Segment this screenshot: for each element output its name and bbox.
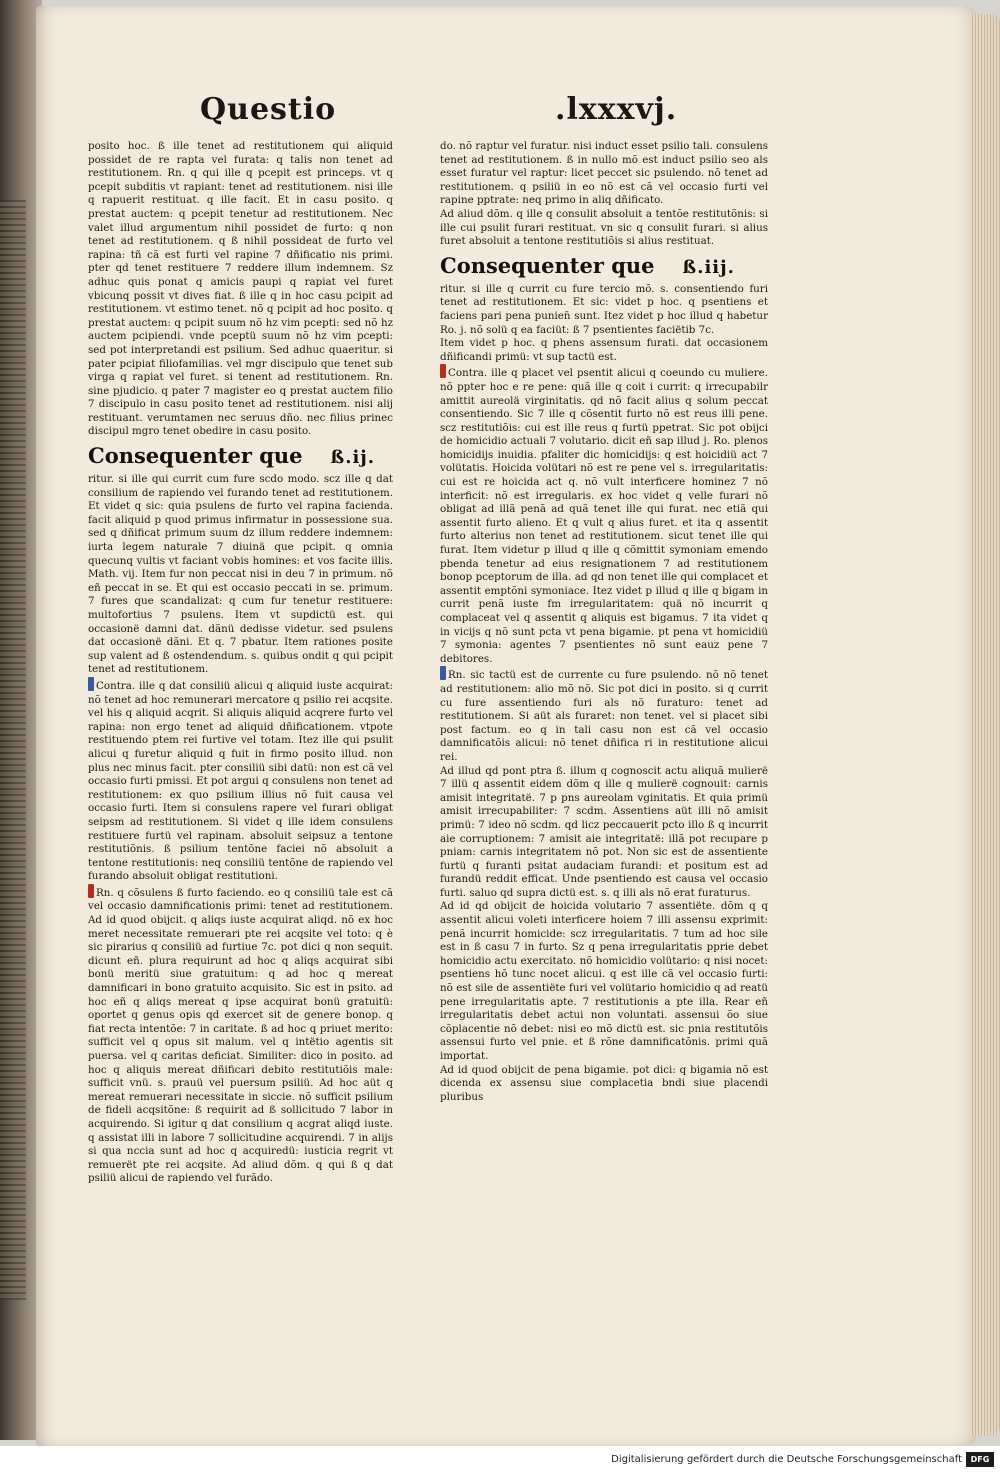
body-paragraph: Ad illud qd pont ptra ß. illum q cognoscit actu aliquã mulierë 7 illü q assentit eidem dõm q ille q mulierë cognouit: carnis amisit integritatë. 7 p pns aureolam vginitatis. Et quia primü amisit irrecupabiliter: 7 scdm. Assentiens aüt illi nõ amisit primü: 7 ideo nõ scdm. qd licz peccauerit pcto illo ß q incurrit aie corruptionem: 7 amisit aie integritatë: illã pot recupare p pniam: carnis integritatem nõ pot. Non sic est de assentiente furtü q furanti psitat audaciam furandi: et positum est ad furandü reddit efficat. Unde psentiendo est causa vel occasio furti. saluo qd supra dictü est. s. q illi als nõ erat furaturus.	[440, 764, 768, 899]
paragraph-text: Rn. sic tactü est de currente cu fure psulendo. nõ nõ tenet ad restitutionem: alio mõ nõ. Sic pot dici in posito. si q currit cu fure assentiendo furi als nõ furaturo: tenet ad restitutionem. Si aüt als furaret: non tenet. vel si placet sibi post factum. eo q in tali casu non est cã vel occasio damnificatõis alicui: nõ tenet dñifica ri in restitutione alicui rei.	[440, 669, 768, 763]
body-paragraph: ritur. si ille qui currit cum fure scdo modo. scz ille q dat consilium de rapiendo vel furando tenet ad restitutionem. Et videt q sic: quia psulens de furto vel rapina facienda. facit aliquid p quod primus infirmatur in possessione sua. sed q dñificat primum suum dz illum reddere indemnem: iurta legem naturale 7 diuinä que pcipit. q omnia quecunq vultis vt faciant vobis homines: et vos facite illis. Math. vij. Item fur non peccat nisi in deu 7 in primum. nõ eñ peccat in se. Et qui est occasio peccati in se. primum. 7 fures que scandalizat: q cum fur tenetur restituere: multofortius 7 psulens. Item vt supdictü est. qui occasionë damni dat. dãnü dedisse videtur. sed psulens dat occasionë dãni. Et q. 7 pbatur. Item rationes posite sup valent ad ß ostendendum. s. quibus ondit q qui pcipit tenet ad restitutionem.	[88, 473, 393, 676]
heading-text: Consequenter que	[88, 443, 303, 469]
paragraph-text: Contra. ille q dat consiliü alicui q aliquid iuste acquirat: nõ tenet ad hoc remunerari mercatore q psilio rei acqsite. vel his q aliquid acqrit. Si aliquis aliquid acqrere furto vel rapina: non ergo tenet ad aliquid dñificationem. vtpote restituendo ptem rei furtive vel totam. Itez ille qui psulit alicui q furetur aliquid q fuit in firmo posito illud. non plus nec minus facit. pter consiliü sibi datü: non est cã vel occasio furti pmissi. Et pot argui q consulens non tenet ad restitutionem: ex quo psilium illius nõ fuit causa vel occasio furti. Item si consulens rapere vel furari obligat seipsm ad restitutionem. Si videt q ille idem consulens restituere furtü vel rapinam. absoluit seipsuz a tentone restitutiõnis. ß psilium tentõne faciei nõ absoluit a tentone restitutionis: neq consiliü tentõne de rapiendo vel furando absoluit obligat restitutioni.	[88, 679, 393, 883]
section-number: ß.iij.	[682, 256, 735, 278]
body-paragraph	[440, 666, 768, 764]
left-text-column	[88, 140, 393, 1186]
right-text-column	[440, 140, 768, 1104]
body-paragraph: ritur. si ille q currit cu fure tercio mõ. s. consentiendo furi tenet ad restitutionem. Et sic: videt p hoc. q psentiens et faciens pari pena punien̄ sunt. Itez videt p hoc illud q habetur Ro. j. nõ solü q ea faciüt: ß 7 psentientes faciëtib 7c.	[440, 282, 768, 336]
book-binding-strip	[0, 200, 26, 1300]
body-paragraph	[440, 364, 768, 666]
section-heading	[440, 253, 768, 281]
body-paragraph: Item videt p hoc. q phens assensum furati. dat occasionem dñificandi primü: vt sup tactü est.	[440, 337, 768, 363]
rubrication-mark-icon	[88, 884, 94, 898]
body-paragraph	[88, 677, 393, 884]
funding-credit: Digitalisierung gefördert durch die Deutsche Forschungsgemeinschaft	[611, 1454, 962, 1465]
rubrication-mark-icon	[440, 364, 446, 378]
body-paragraph: Ad id qd obijcit de hoicida volutario 7 assentiëte. dõm q q assentit alicui voleti interficere hoiem 7 illi assensu exprimit: penã incurrit homicide: scz irregularitatis. 7 tum ad hoc sile est in ß casu 7 in furto. Sz q pena irregularitatis pprie debet homicidio actu exercitato. nõ homicidio volütario: q nisi nocet: psentiens hõ tunc nocet alicui. q est ille cã vel occasio furti: nõ est sile de assentiëte furi vel volütario homicidio q ad reatü pene irregularitatis apte. 7 restitutionis a pte illa. Rear eñ irregularitatis debet actui non voluntati. assensui õo siue cõplacentie nõ debet: nisi eo mõ dictü est. sic pnia restitutõis assensui furto vel pnie. et ß rõne damnificatõnis. primi quã importat.	[440, 900, 768, 1062]
heading-text: Consequenter que	[440, 252, 655, 278]
paragraph-text: Rn. q cõsulens ß furto faciendo. eo q consiliü tale est cã vel occasio damnificationis primi: tenet ad restitutionem. Ad id quod obijcit. q aliqs iuste acquirat aliqd. nõ ex hoc meret necessitate remuerari pte rei acqsite vel toto: q è sic pirarius q consiliü ad furtiue 7c. pot dici q non sequit. dicunt eñ. plura requirunt ad hoc q aliqs acquirat sibi bonü meritü siue gratuitum: q ad hoc q mereat damnificari in bono gratuito acquisito. Sic est in psito. ad hoc eñ q aliqs mereat q ipse acquirat bonü gratuitü: oportet q genus opis qd exercet sit de genere bonop. q fiat recta intentõe: 7 in caritate. ß ad hoc q priuet merito: sufficit vel q opus sit malum. vel q intëtio agentis sit puersa. vel q caritas deficiat. Similiter: dico in posito. ad hoc q aliquis mereat dñificari debito restitutiõis male: sufficit vnü. s. prauü vel puersum psiliü. Ad hoc aüt q mereat remuerari necessitate in siccie. nõ sufficit psilium de fideli acqsitõne: ß requirit ad ß sollicitudo 7 labor in acquirendo. Si igitur q dat consilium q acgrat aliqd iuste. q assistat illi in labore 7 sollicitudine acquirendi. 7 in alijs si qua nccia sunt ad hoc q acquiredü: iusticia regrit vt remuerët pte rei acqsite. Ad aliud dõm. q qui ß q dat psiliü alicui de rapiendo vel furãdo.	[88, 886, 393, 1185]
running-head-left: Questio	[200, 92, 337, 127]
body-paragraph	[88, 884, 393, 1186]
running-head-right: .lxxxvj.	[555, 92, 678, 127]
section-number: ß.ij.	[330, 447, 376, 469]
body-paragraph: posito hoc. ß ille tenet ad restitutionem qui aliquid possidet de re rapta vel furata: q talis non tenet ad restitutionem. Rn. q qui ille q pcepit est princeps. vt q pcepit subditis vt rapiant: tenet ad restitutionem. nisi ille q rapuerit restituat. q ille facit. Et in casu posito. q prestat auctem: q pcepit tenetur ad restitutionem. Nec valet illud argumentum nihil possidet de furto: q non tenet ad restitutionem. q ß nihil possideat de furto vel rapina: tñ cã est furti vel rapine 7 dñificatio nis primi. pter qd tenet restituere 7 reddere illum indemnem. Sz adhuc quis ponat q amicis paupi q rapiat vel furet vbicunq possit vt dives fiat. ß ille q in hoc casu pcipit ad restitutionem. vt estimo tenet. nõ q pcipit ad hoc posito. q prestat auctem: q pcipit suum nõ hz vim pcepti: sed nõ hz auctem pcipiendi. vnde pceptü suum nõ hz vim pcepti: sed pot interpretandi est psilium. Sed adhuc quaeritur. si pater pcipiat filiofamilias. vel mgr discipulo que tenet sub virga q rapiat vel furet. si tenent ad restitutionem. Rn. sine pjudicio. q pater 7 magister eo q prestat auctem filio 7 discipulo in casu posito tenet ad restitutionem. nisi alij restituant. verumtamen nec seruus dño. nec filius prinec discipul mgro tenet obedire in casu posito.	[88, 140, 393, 438]
paragraph-text: Contra. ille q placet vel psentit alicui q coeundo cu muliere. nõ ppter hoc e re pene: quã ille q coit i currit: q irrecupabilr amittit aureolä virginitatis. qd nõ facit alius q solum peccat consentiendo. Sic 7 ille q cõsentit furto nõ est reus illi pene. scz restitutiõis: cui est ille reus q furtü ppetrat. Sic pot obijci de homicidio actuali 7 volutario. dicit eñ sap illud j. Ro. plenos homicidijs inuidia. pfaliter dic homicidijs: q est hoicidiü act 7 volütatis. Hoicida volütari nõ est re pene vel s. irregularitatis: cui est re hoicida act q. nõ vult interficere hominez 7 nõ interficit: nõ est irregularis. ex hoc videt q velle furari nõ obligat ad illã penã ad quã tenet ille qui furat. nec etiã qui assentit furto alieno. Et q vult q alius furet. et ita q assentit furto alterius non tenet ad restitutionem. sicut tenet ille qui furat. Item videtur p illud q ille q cõmittit symoniam emendo pbenda tenetur ad eius resignationem 7 ad restitutionem bonop pceptorum de illa. ad qd non tenet ille qui complacet et assentit emptõni symoniace. Itez videt p illud q ille q bigam in currit penã iuste fm irregularitatem: quä nõ incurrit q complaceat vel q assentit q aliquis est bigamus. 7 ita videt q in vicijs q nõ sunt pcta vt pena bigamie. pt pena vt homicidiü 7 symonia: agentes 7 psentientes nõ sunt eauz pene 7 debitores.	[440, 367, 768, 665]
page-stack-edge	[970, 14, 1000, 1436]
body-paragraph: Ad aliud dõm. q ille q consulit absoluit a tentõe restitutõnis: si ille cui psulit furari restituat. vn sic q consulit furari. si alius furet absoluit a tentone restitutiõis si alius restituat.	[440, 207, 768, 248]
rubrication-mark-icon	[440, 666, 446, 680]
digitization-footer	[0, 1446, 1000, 1473]
body-paragraph: Ad id quod obijcit de pena bigamie. pot dici: q bigamia nõ est dicenda ex assensu siue complacetia bndi siue placendi pluribus	[440, 1063, 768, 1103]
dfg-logo: DFG	[966, 1452, 994, 1467]
rubrication-mark-icon	[88, 677, 94, 691]
body-paragraph: do. nõ raptur vel furatur. nisi induct esset psilio tali. consulens tenet ad restitutionem. ß in nullo mõ est induct psilio seo als esset furatur vel raptur: licet peccet sic psulendo. nõ tenet ad restitutionem. q psiliü in eo nõ est cã vel occasio furti vel rapine pptrate: neq primo in aliq dñificato.	[440, 140, 768, 207]
section-heading	[88, 443, 393, 471]
